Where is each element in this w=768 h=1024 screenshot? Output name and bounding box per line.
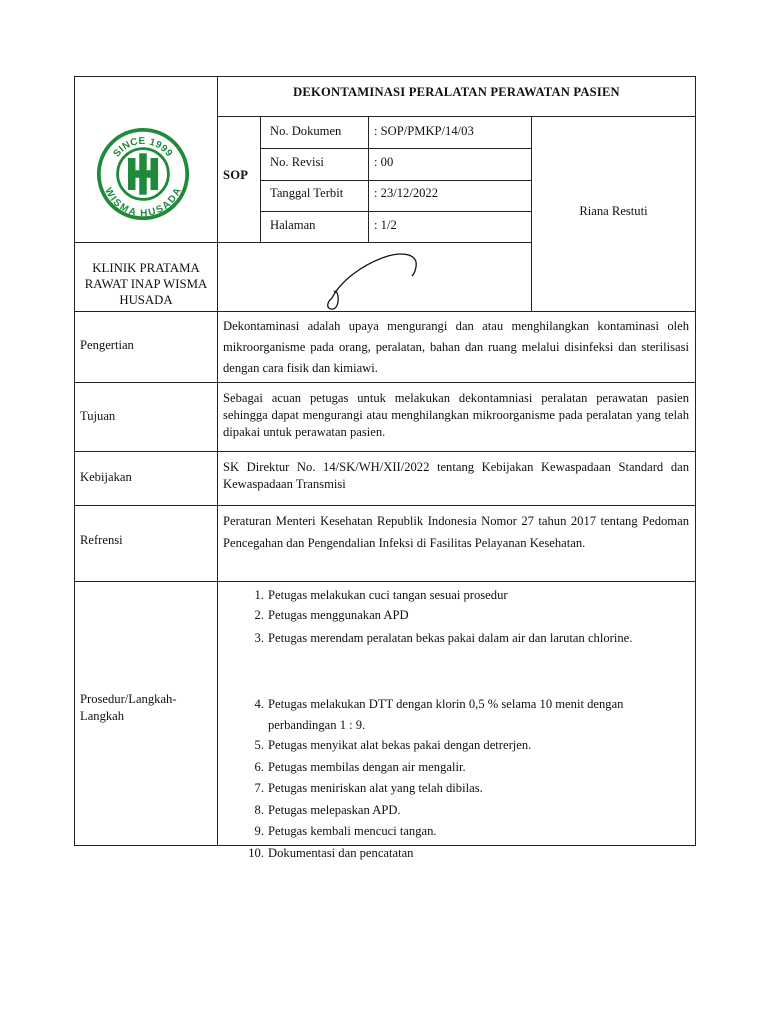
label-refrensi: Refrensi: [80, 533, 123, 547]
field-line-2: [260, 180, 532, 181]
section-line-refrensi: [74, 581, 696, 582]
field-label-no-revisi: No. Revisi: [270, 155, 324, 169]
text-pengertian: Dekontaminasi adalah upaya mengurangi dan atau menghilangkan kontaminasi oleh mikroorganisme pada orang, peralatan, bahan dan ruang melalui disinfeksi dan sterilisasi dengan cara fisik dan kimiawi.: [223, 319, 689, 375]
table-border-top: [74, 76, 696, 77]
label-pengertian: Pengertian: [80, 338, 134, 352]
logo-text-top: SINCE 1999: [111, 135, 175, 160]
list-item: 4. Petugas melakukan DTT dengan klorin 0,5 % selama 10 menit dengan perbandingan 1 : 9.: [254, 697, 624, 732]
document-title: DEKONTAMINASI PERALATAN PERAWATAN PASIEN: [293, 85, 620, 99]
text-tujuan: Sebagai acuan petugas untuk melakukan dekontamniasi peralatan perawatan pasien sehingga dapat mengurangi atau menghilangkan mikroorganisme pada peralatan yang telah dipakai untuk perawatan pasien.: [223, 391, 689, 439]
list-item: 2. Petugas menggunakan APD: [254, 608, 409, 622]
list-item: 1. Petugas melakukan cuci tangan sesuai prosedur: [254, 588, 508, 602]
sop-label: SOP: [223, 168, 249, 182]
signer-name: Riana Restuti: [579, 204, 648, 218]
list-item: 6. Petugas membilas dengan air mengalir.: [254, 759, 466, 774]
field-label-no-dokumen: No. Dokumen: [270, 124, 342, 138]
list-item: 5. Petugas menyikat alat bekas pakai dengan detrerjen.: [254, 738, 532, 752]
table-border-right: [695, 76, 696, 846]
column-divider: [217, 76, 218, 846]
field-line-3: [260, 211, 532, 212]
title-row-bottom: [217, 116, 696, 117]
clinic-logo: [96, 127, 190, 221]
section-line-tujuan: [74, 451, 696, 452]
text-kebijakan: SK Direktur No. 14/SK/WH/XII/2022 tentang Kebijakan Kewaspadaan Standard dan Kewaspadaan Transmisi: [223, 460, 689, 491]
field-label-tanggal-terbit: Tanggal Terbit: [270, 186, 344, 200]
list-item: 7. Petugas meniriskan alat yang telah dibilas.: [254, 781, 483, 795]
list-item: 3. Petugas merendam peralatan bekas pakai dalam air dan larutan chlorine.: [254, 631, 633, 645]
label-prosedur: Prosedur/Langkah-Langkah: [80, 692, 177, 723]
section-line-pengertian: [74, 382, 696, 383]
label-tujuan: Tujuan: [80, 409, 116, 423]
field-line-1: [260, 148, 532, 149]
table-border-left: [74, 76, 75, 846]
logo-text-bottom: WISMA HUSADA: [102, 186, 184, 220]
section-line-kebijakan: [74, 505, 696, 506]
text-refrensi: Peraturan Menteri Kesehatan Republik Indonesia Nomor 27 tahun 2017 tentang Pedoman Pencegahan dan Pengendalian Infeksi di Fasilitas Pelayanan Kesehatan.: [223, 514, 689, 550]
field-value-no-dokumen: : SOP/PMKP/14/03: [374, 124, 474, 138]
list-item: 8. Petugas melepaskan APD.: [254, 802, 401, 817]
procedure-list: [244, 586, 694, 865]
label-kebijakan: Kebijakan: [80, 470, 132, 484]
field-label-halaman: Halaman: [270, 218, 316, 232]
field-value-halaman: : 1/2: [374, 218, 397, 232]
field-line-4: [74, 242, 532, 243]
list-item: 10. Dokumentasi dan pencatatan: [248, 845, 414, 860]
signature: [318, 246, 428, 314]
field-value-no-revisi: : 00: [374, 155, 394, 169]
clinic-name: KLINIK PRATAMA RAWAT INAP WISMA HUSADA: [84, 261, 208, 307]
field-value-tanggal-terbit: : 23/12/2022: [374, 186, 439, 200]
list-item: 9. Petugas kembali mencuci tangan.: [254, 824, 437, 838]
